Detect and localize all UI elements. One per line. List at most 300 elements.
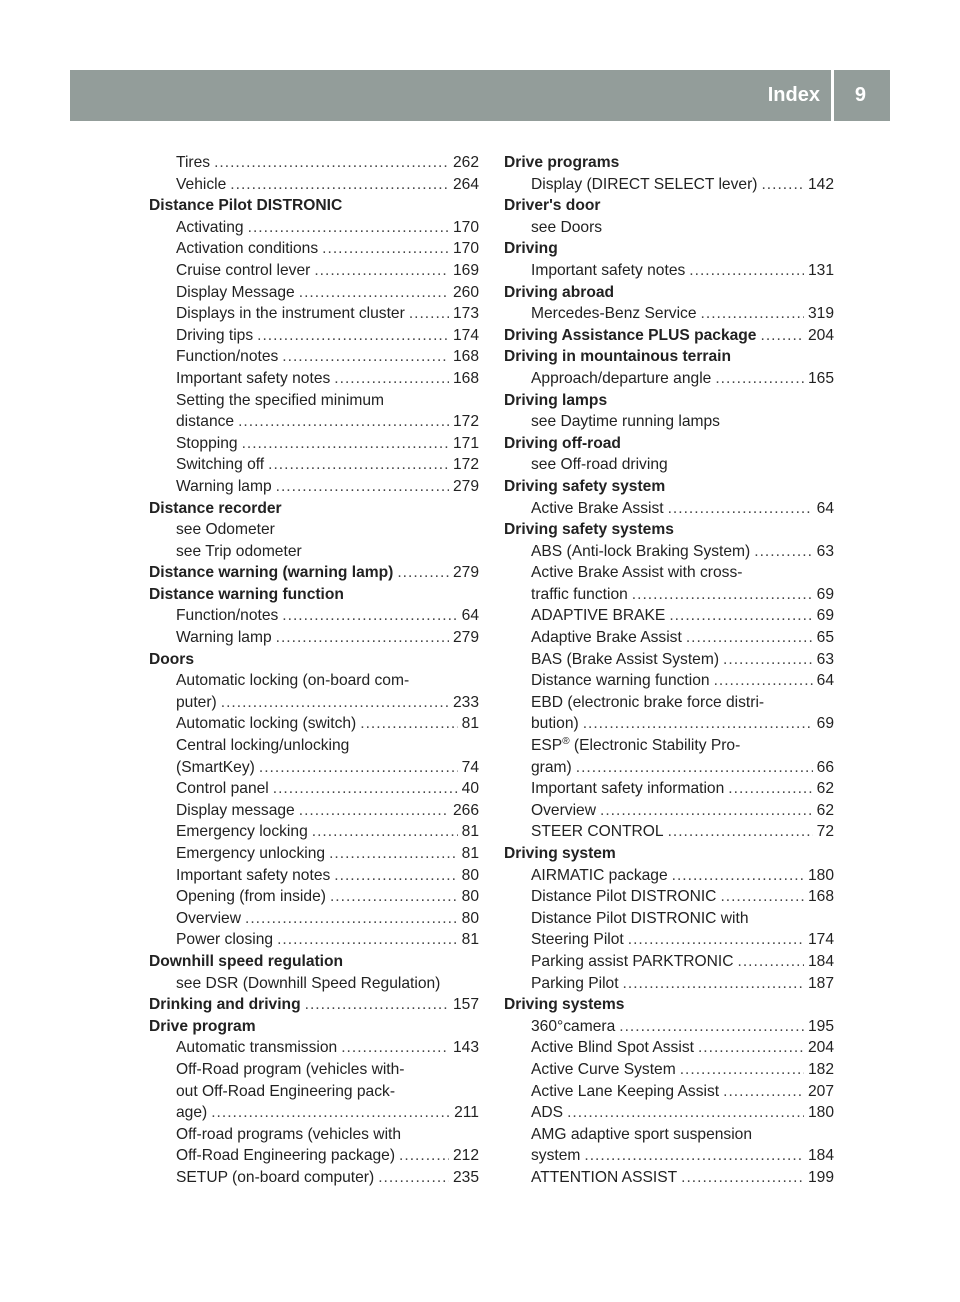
entry-text: Displays in the instrument cluster	[176, 305, 405, 323]
dot-leader	[754, 541, 812, 563]
dot-leader	[723, 649, 813, 671]
page-reference[interactable]: 81	[461, 715, 479, 733]
dot-leader	[737, 951, 803, 973]
entry-text: Emergency locking	[176, 823, 308, 841]
index-entry[interactable]	[504, 627, 834, 649]
dot-leader	[600, 800, 813, 822]
entry-text: Distance warning function	[531, 672, 710, 690]
dot-leader	[672, 865, 804, 887]
index-entry[interactable]	[149, 454, 479, 476]
dot-leader	[701, 303, 804, 325]
dot-leader	[668, 821, 813, 843]
index-entry[interactable]	[504, 1167, 834, 1189]
entry-text: Distance Pilot DISTRONIC with	[531, 909, 749, 927]
index-entry[interactable]	[149, 325, 479, 347]
entry-text: Off-Road program (vehicles with-	[176, 1060, 405, 1078]
page-reference[interactable]: 207	[807, 1082, 834, 1100]
index-entry[interactable]	[504, 260, 834, 282]
dot-leader	[584, 1145, 804, 1167]
dot-leader	[322, 238, 449, 260]
index-entry[interactable]	[149, 929, 479, 951]
index-heading	[504, 346, 834, 368]
entry-text: (SmartKey)	[176, 758, 255, 776]
entry-text: Driving in mountainous terrain	[504, 348, 731, 366]
entry-text: Driving system	[504, 845, 616, 862]
dot-leader	[698, 1037, 804, 1059]
dot-leader	[567, 1102, 804, 1124]
dot-leader	[238, 411, 449, 433]
index-column-right	[504, 152, 834, 1189]
index-entry	[149, 1059, 479, 1081]
index-entry[interactable]	[149, 238, 479, 260]
page-reference[interactable]: 157	[452, 996, 479, 1014]
entry-text: Parking Pilot	[531, 974, 619, 992]
page-reference[interactable]: 174	[452, 326, 479, 344]
index-entry	[504, 411, 834, 433]
index-entry[interactable]	[149, 433, 479, 455]
dot-leader	[330, 886, 458, 908]
entry-text: Approach/departure angle	[531, 369, 712, 387]
index-heading	[504, 476, 834, 498]
entry-text: Active Brake Assist with cross-	[531, 564, 743, 582]
dot-leader	[341, 1037, 449, 1059]
page-reference[interactable]: 169	[452, 261, 479, 279]
entry-text: Warning lamp	[176, 477, 272, 495]
entry-text: Off-road programs (vehicles with	[176, 1125, 402, 1143]
index-heading[interactable]	[149, 994, 479, 1016]
dot-leader	[329, 843, 458, 865]
index-entry[interactable]	[504, 1081, 834, 1103]
dot-leader	[681, 1167, 804, 1189]
index-entry[interactable]	[149, 821, 479, 843]
entry-text: Automatic locking (switch)	[176, 715, 357, 733]
page-reference[interactable]: 199	[807, 1168, 834, 1186]
entry-text: see Doors	[531, 218, 603, 236]
dot-leader	[242, 433, 449, 455]
index-entry[interactable]	[504, 303, 834, 325]
index-heading	[149, 584, 479, 606]
page-reference[interactable]: 172	[452, 456, 479, 474]
dot-leader	[360, 713, 457, 735]
entry-text: see DSR (Downhill Speed Regulation)	[176, 974, 441, 992]
entry-text: STEER CONTROL	[531, 823, 664, 841]
entry-text: 360°camera	[531, 1017, 616, 1035]
dot-leader	[720, 886, 804, 908]
index-entry[interactable]	[504, 713, 834, 735]
entry-text: Distance warning (warning lamp)	[149, 564, 394, 582]
index-entry	[504, 692, 834, 714]
index-entry	[504, 908, 834, 930]
page-reference[interactable]: 211	[454, 1104, 479, 1122]
entry-text: Driving safety system	[504, 477, 666, 495]
dot-leader	[409, 303, 449, 325]
entry-text: Display (DIRECT SELECT lever)	[531, 175, 758, 193]
index-entry[interactable]	[504, 757, 834, 779]
index-entry[interactable]	[149, 713, 479, 735]
index-entry	[149, 1081, 479, 1103]
index-heading	[149, 649, 479, 671]
entry-text: Driving abroad	[504, 283, 615, 301]
page-reference[interactable]: 69	[816, 585, 834, 603]
entry-text: see Off-road driving	[531, 456, 668, 474]
page-reference[interactable]: 40	[461, 780, 479, 798]
index-entry[interactable]	[149, 843, 479, 865]
index-entry	[504, 562, 834, 584]
entry-text: Distance warning function	[149, 585, 344, 603]
page-reference[interactable]: 174	[807, 931, 834, 949]
dot-leader	[669, 605, 812, 627]
entry-text: Driving Assistance PLUS package	[504, 326, 757, 344]
index-heading[interactable]	[149, 562, 479, 584]
dot-leader	[714, 670, 813, 692]
dot-leader	[273, 778, 458, 800]
entry-text: Downhill speed regulation	[149, 952, 344, 970]
index-entry[interactable]	[504, 973, 834, 995]
index-entry[interactable]	[504, 929, 834, 951]
page-reference[interactable]: 72	[816, 823, 834, 841]
page-reference[interactable]: 81	[461, 931, 479, 949]
entry-text: Automatic locking (on-board com-	[176, 672, 410, 690]
entry-text: ADAPTIVE BRAKE	[531, 607, 666, 625]
index-heading	[149, 498, 479, 520]
index-entry[interactable]	[149, 865, 479, 887]
page-reference[interactable]: 62	[816, 801, 834, 819]
index-entry[interactable]	[149, 217, 479, 239]
dot-leader	[397, 562, 449, 584]
index-entry[interactable]	[504, 649, 834, 671]
page-reference[interactable]: 170	[452, 218, 479, 236]
page-reference[interactable]: 69	[816, 715, 834, 733]
dot-leader	[268, 454, 449, 476]
page-reference[interactable]: 143	[452, 1039, 479, 1057]
entry-text: ABS (Anti-lock Braking System)	[531, 542, 751, 560]
entry-text: Activating	[176, 218, 244, 236]
page-reference[interactable]: 142	[807, 175, 834, 193]
dot-leader	[276, 476, 449, 498]
index-entry[interactable]	[504, 778, 834, 800]
entry-text: see Odometer	[176, 521, 275, 539]
page-reference[interactable]: 264	[452, 175, 479, 193]
index-entry[interactable]	[504, 605, 834, 627]
page-reference[interactable]: 64	[816, 672, 834, 690]
index-entry	[149, 541, 479, 563]
index-heading	[149, 951, 479, 973]
page-reference[interactable]: 63	[816, 650, 834, 668]
entry-text: BAS (Brake Assist System)	[531, 650, 720, 668]
page-reference[interactable]: 279	[452, 564, 479, 582]
index-entry	[149, 670, 479, 692]
index-entry	[504, 217, 834, 239]
entry-text: see Daytime running lamps	[531, 413, 720, 431]
dot-leader	[305, 994, 449, 1016]
index-entry	[149, 519, 479, 541]
dot-leader	[257, 325, 449, 347]
index-entry[interactable]	[149, 1145, 479, 1167]
index-entry[interactable]	[149, 757, 479, 779]
dot-leader	[277, 929, 458, 951]
index-entry[interactable]	[149, 368, 479, 390]
entry-text: Drive program	[149, 1017, 256, 1035]
index-entry[interactable]	[149, 282, 479, 304]
index-entry[interactable]	[504, 951, 834, 973]
entry-text: Parking assist PARKTRONIC	[531, 952, 734, 970]
page-reference[interactable]: 266	[452, 801, 479, 819]
page-reference[interactable]: 319	[807, 305, 834, 323]
index-entry[interactable]	[149, 1037, 479, 1059]
entry-text: system	[531, 1147, 581, 1165]
index-heading	[149, 1016, 479, 1038]
entry-text: out Off-Road Engineering pack-	[176, 1082, 396, 1100]
entry-text: Active Lane Keeping Assist	[531, 1082, 720, 1100]
entry-text: Switching off	[176, 456, 265, 474]
entry-text: Function/notes	[176, 607, 279, 625]
page-reference[interactable]: 64	[816, 499, 834, 517]
entry-text: age)	[176, 1104, 208, 1122]
index-entry[interactable]	[149, 886, 479, 908]
index-entry[interactable]	[149, 800, 479, 822]
page-reference[interactable]: 180	[807, 1104, 834, 1122]
index-column-left	[149, 152, 479, 1189]
page-number: 9	[854, 84, 866, 106]
dot-leader	[619, 1016, 804, 1038]
index-entry[interactable]	[504, 1145, 834, 1167]
entry-text: Drinking and driving	[149, 996, 301, 1014]
dot-leader	[245, 908, 458, 930]
page-reference[interactable]: 168	[452, 348, 479, 366]
dot-leader	[399, 1145, 449, 1167]
index-entry	[149, 973, 479, 995]
entry-text: Warning lamp	[176, 629, 272, 647]
page-reference[interactable]: 195	[807, 1017, 834, 1035]
entry-text: Opening (from inside)	[176, 888, 326, 906]
entry-text: Driving off-road	[504, 434, 621, 452]
entry-text: Mercedes-Benz Service	[531, 305, 697, 323]
page-reference[interactable]: 182	[807, 1060, 834, 1078]
entry-text: Display message	[176, 801, 295, 819]
page-reference[interactable]: 204	[807, 1039, 834, 1057]
entry-text: ESP® (Electronic Stability Pro-	[531, 736, 741, 755]
dot-leader	[334, 368, 449, 390]
index-entry[interactable]	[504, 1037, 834, 1059]
dot-leader	[259, 757, 458, 779]
index-entry[interactable]	[149, 476, 479, 498]
page-reference[interactable]: 69	[816, 607, 834, 625]
dot-leader	[282, 346, 449, 368]
page-reference[interactable]: 184	[807, 952, 834, 970]
dot-leader	[668, 498, 813, 520]
entry-text: Driving tips	[176, 326, 254, 344]
page-reference[interactable]: 233	[452, 693, 479, 711]
index-entry[interactable]	[149, 778, 479, 800]
dot-leader	[378, 1167, 449, 1189]
index-heading	[149, 195, 479, 217]
index-entry	[149, 1124, 479, 1146]
entry-text: Driver's door	[504, 197, 601, 215]
index-entry[interactable]	[149, 346, 479, 368]
header-divider	[831, 70, 834, 121]
entry-text: Cruise control lever	[176, 261, 311, 279]
entry-text: Active Curve System	[531, 1060, 676, 1078]
index-entry	[149, 735, 479, 757]
index-entry[interactable]	[149, 692, 479, 714]
page-reference[interactable]: 170	[452, 240, 479, 258]
page-reference[interactable]: 279	[452, 629, 479, 647]
dot-leader	[334, 865, 457, 887]
entry-text: Activation conditions	[176, 240, 319, 258]
index-entry[interactable]	[504, 368, 834, 390]
entry-text: Automatic transmission	[176, 1039, 338, 1057]
index-heading	[504, 238, 834, 260]
index-entry[interactable]	[149, 1167, 479, 1189]
index-entry[interactable]	[504, 670, 834, 692]
index-entry[interactable]	[504, 1102, 834, 1124]
dot-leader	[282, 605, 457, 627]
index-entry[interactable]	[149, 908, 479, 930]
index-heading[interactable]	[504, 325, 834, 347]
page-reference[interactable]: 165	[807, 369, 834, 387]
index-entry[interactable]	[504, 584, 834, 606]
index-entry[interactable]	[504, 541, 834, 563]
page-reference[interactable]: 187	[807, 974, 834, 992]
registered-mark: ®	[562, 736, 570, 748]
entry-text: traffic function	[531, 585, 628, 603]
page-reference[interactable]: 65	[816, 629, 834, 647]
page-reference[interactable]: 212	[452, 1147, 479, 1165]
entry-text: ATTENTION ASSIST	[531, 1168, 678, 1186]
page-reference[interactable]: 81	[461, 845, 479, 862]
index-heading	[504, 519, 834, 541]
entry-text: Adaptive Brake Assist	[531, 629, 682, 647]
index-heading	[504, 282, 834, 304]
page-reference[interactable]: 80	[461, 909, 479, 927]
page-reference[interactable]: 63	[816, 542, 834, 560]
page-reference[interactable]: 260	[452, 283, 479, 301]
entry-text: Distance recorder	[149, 499, 282, 517]
page-reference[interactable]: 74	[461, 758, 479, 776]
index-entry[interactable]	[504, 886, 834, 908]
entry-text: Power closing	[176, 931, 274, 949]
index-entry[interactable]	[504, 865, 834, 887]
dot-leader	[276, 627, 449, 649]
entry-text: distance	[176, 413, 235, 431]
index-entry[interactable]	[149, 152, 479, 174]
dot-leader	[583, 713, 813, 735]
entry-text: Important safety notes	[176, 866, 331, 884]
entry-text: Distance Pilot DISTRONIC	[531, 888, 717, 906]
index-heading	[504, 433, 834, 455]
dot-leader	[299, 800, 449, 822]
page-reference[interactable]: 66	[816, 758, 834, 776]
page-reference[interactable]: 279	[452, 477, 479, 495]
page-reference[interactable]: 204	[807, 326, 834, 344]
index-entry[interactable]	[504, 821, 834, 843]
dot-leader	[761, 174, 804, 196]
dot-leader	[689, 260, 804, 282]
index-entry	[504, 454, 834, 476]
dot-leader	[299, 282, 449, 304]
entry-text: Overview	[176, 909, 241, 927]
dot-leader	[312, 821, 458, 843]
entry-text: AMG adaptive sport suspension	[531, 1125, 753, 1143]
page-reference[interactable]: 168	[807, 888, 834, 906]
entry-text: Stopping	[176, 434, 238, 452]
page-reference[interactable]: 64	[461, 607, 479, 625]
page-reference[interactable]: 171	[452, 434, 479, 452]
entry-text: SETUP (on-board computer)	[176, 1168, 375, 1186]
entry-text: AIRMATIC package	[531, 866, 668, 884]
page-reference[interactable]: 180	[807, 866, 834, 884]
index-entry[interactable]	[149, 605, 479, 627]
entry-text: bution)	[531, 715, 579, 733]
page-reference[interactable]: 81	[461, 823, 479, 841]
index-entry[interactable]	[504, 800, 834, 822]
page-reference[interactable]: 184	[807, 1147, 834, 1165]
page-reference[interactable]: 235	[452, 1168, 479, 1186]
page-reference[interactable]: 262	[452, 154, 479, 171]
index-entry[interactable]	[504, 174, 834, 196]
page-reference[interactable]: 62	[816, 780, 834, 798]
entry-text: Driving systems	[504, 996, 625, 1014]
section-header	[70, 70, 890, 121]
dot-leader	[632, 584, 813, 606]
index-entry[interactable]	[504, 498, 834, 520]
section-title: Index	[767, 84, 820, 106]
entry-text: Tires	[176, 154, 211, 171]
entry-text: Function/notes	[176, 348, 279, 366]
index-entry[interactable]	[149, 260, 479, 282]
entry-text: EBD (electronic brake force distri-	[531, 693, 765, 711]
entry-text: Off-Road Engineering package)	[176, 1147, 396, 1165]
page-reference[interactable]: 131	[807, 261, 834, 279]
dot-leader	[221, 692, 449, 714]
dot-leader	[723, 1081, 804, 1103]
dot-leader	[686, 627, 813, 649]
page-reference[interactable]: 80	[461, 888, 479, 906]
index-heading	[504, 994, 834, 1016]
dot-leader	[576, 757, 813, 779]
index-entry[interactable]	[504, 1059, 834, 1081]
page-reference[interactable]: 80	[461, 866, 479, 884]
entry-text: Emergency unlocking	[176, 845, 326, 862]
page-reference[interactable]: 172	[452, 413, 479, 431]
index-heading	[504, 152, 834, 174]
entry-text: Control panel	[176, 780, 269, 798]
index-entry[interactable]	[149, 303, 479, 325]
entry-text: Doors	[149, 650, 195, 668]
page-reference[interactable]: 173	[452, 305, 479, 323]
index-entry	[504, 735, 834, 757]
page-reference[interactable]: 168	[452, 369, 479, 387]
entry-text: Vehicle	[176, 175, 227, 193]
dot-leader	[314, 260, 449, 282]
entry-text: Important safety notes	[531, 261, 686, 279]
index-entry	[504, 1124, 834, 1146]
entry-text: Drive programs	[504, 154, 620, 171]
entry-text: Steering Pilot	[531, 931, 624, 949]
index-entry[interactable]	[149, 174, 479, 196]
dot-leader	[761, 325, 804, 347]
index-entry[interactable]	[149, 411, 479, 433]
dot-leader	[680, 1059, 804, 1081]
entry-text: puter)	[176, 693, 217, 711]
index-entry[interactable]	[149, 1102, 479, 1124]
entry-text: Setting the specified minimum	[176, 391, 385, 409]
index-entry[interactable]	[504, 1016, 834, 1038]
entry-text: Overview	[531, 801, 596, 819]
index-entry[interactable]	[149, 627, 479, 649]
entry-text: see Trip odometer	[176, 542, 302, 560]
entry-text: Important safety notes	[176, 369, 331, 387]
